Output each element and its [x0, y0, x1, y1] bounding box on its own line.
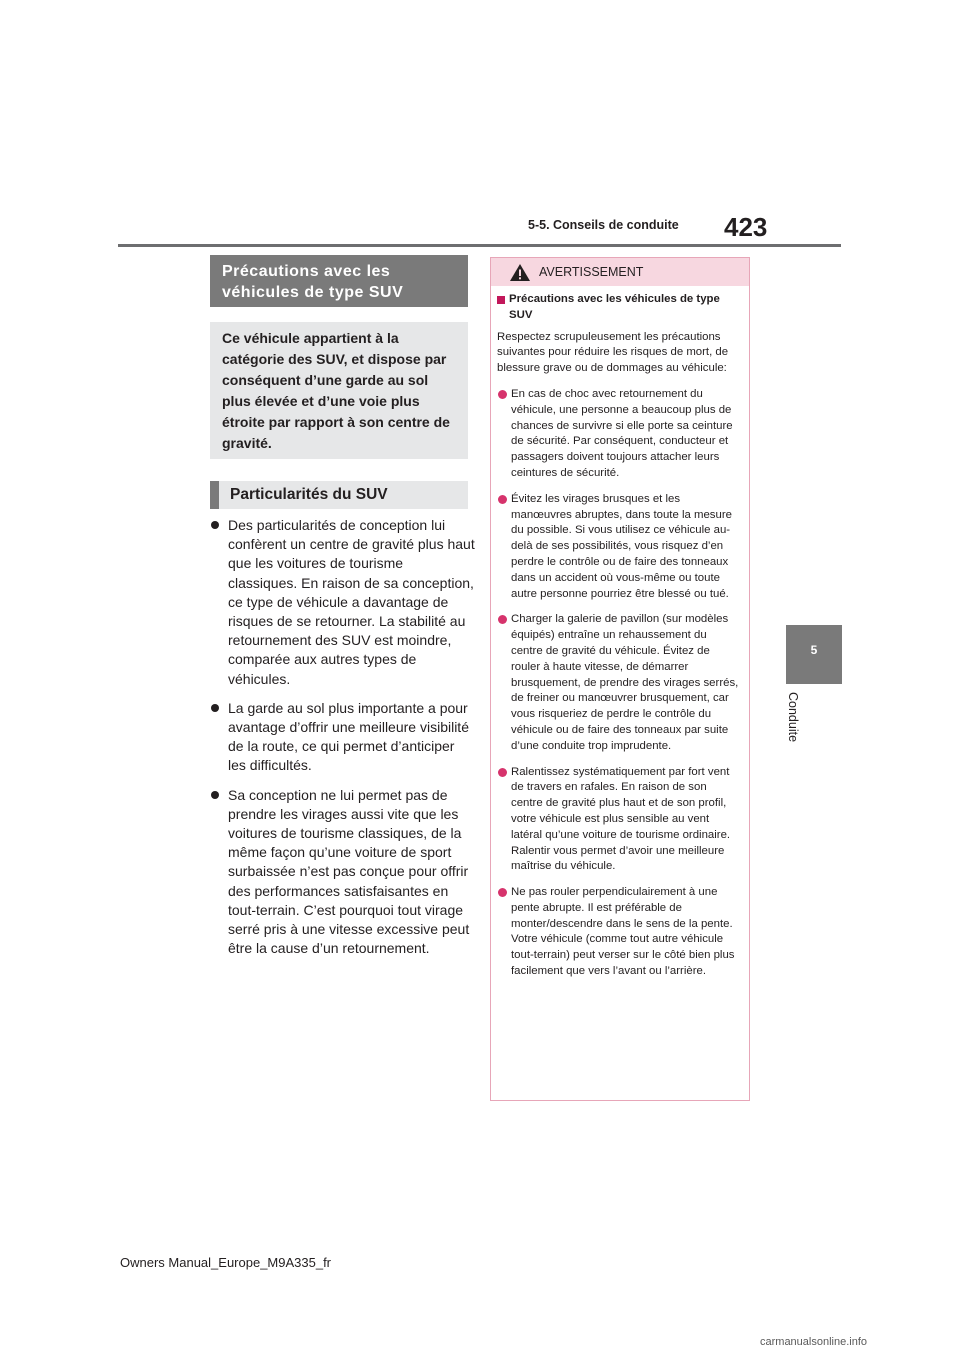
warning-subtitle-text: Précautions avec les véhicules de type SUV: [509, 293, 720, 321]
watermark: carmanualsonline.info: [760, 1336, 868, 1348]
warning-item: [497, 765, 739, 876]
warning-item-text: En cas de choc avec retournement du véhicule, une personne a beaucoup plus de chances de survivre si elle porte sa ceinture de sécurité. Par conséquent, conducteur et passagers doivent toujours attacher leurs ceintures de sécurité.: [511, 387, 733, 479]
page-number: 423: [724, 212, 768, 242]
list-item: [210, 516, 475, 689]
header-rule: [118, 244, 841, 247]
pink-bullet-icon: [498, 615, 507, 624]
bullet-icon: [211, 704, 219, 712]
bullet-icon: [211, 791, 219, 799]
intro-summary: Ce véhicule appartient à la catégorie des SUV, et dispose par conséquent d’une garde au sol plus élevée et d’une voie plus étroite par rapport à son centre de gravité.: [210, 322, 468, 459]
warning-box: [490, 257, 750, 1101]
warning-item-text: Charger la galerie de pavillon (sur modèles équipés) entraîne un rehaussement du centre de gravité du véhicule. Évitez de rouler à haute vitesse, de démarrer brusquement, de prendre des virages serrés, de freiner ou manœuvrer brusquement, car vous risqueriez de perdre le contrôle du véhicule ou de faire des tonneaux par suite d’une conduite trop imprudente.: [511, 613, 739, 752]
warning-item-text: Évitez les virages brusques et les manœuvres abruptes, dans toute la mesure du possible. Si vous utilisez ce véhicule au-delà de ses possibilités, vous risquez d’en perdre le contrôle ou de faire des tonneaux dans un accident où vous-même ou toute autre personne pourriez être blessé ou tué.: [511, 492, 732, 600]
section-title-suv-precautions: Précautions avec les véhicules de type SUV: [210, 255, 468, 307]
pink-bullet-icon: [498, 888, 507, 897]
pink-bullet-icon: [498, 390, 507, 399]
warning-header: [491, 258, 749, 286]
pink-bullet-icon: [498, 495, 507, 504]
warning-item: [497, 492, 739, 603]
suv-features-list: [210, 516, 475, 968]
chapter-tab[interactable]: [786, 625, 842, 684]
manual-identifier: Owners Manual_Europe_M9A335_fr: [120, 1255, 332, 1270]
warning-body: [497, 292, 739, 980]
section-header: 5-5. Conseils de conduite: [528, 218, 679, 232]
warning-triangle-icon: [509, 263, 531, 282]
chapter-number: 5: [810, 643, 818, 657]
list-item: [210, 699, 475, 776]
bullet-icon: [211, 521, 219, 529]
section-title-suv-features: Particularités du SUV: [210, 481, 468, 509]
pink-bullet-icon: [498, 768, 507, 777]
chapter-label: Conduite: [786, 692, 800, 743]
warning-item: [497, 885, 739, 980]
warning-item-text: Ralentissez systématiquement par fort vent de travers en rafales. En raison de son centre de gravité plus haut et de son profil, votre véhicule est plus sensible au vent latéral qu’une voiture de tourisme ordinaire. Ralentir vous permet d’avoir une meilleure maîtrise du véhicule.: [511, 765, 731, 873]
warning-subtitle: [497, 292, 739, 324]
square-bullet-icon: [497, 296, 505, 304]
list-item-text: Des particularités de conception lui confèrent un centre de gravité plus haut que les voitures de tourisme classiques. En raison de sa conception, ce type de véhicule a davantage de risques de se retourner. La stabilité au retournement des SUV est moindre, comparée aux autres types de véhicules.: [228, 517, 475, 687]
warning-intro: Respectez scrupuleusement les précautions suivantes pour réduire les risques de mort, de blessure grave ou de dommages au véhicule:: [497, 330, 729, 375]
warning-item: [497, 612, 739, 754]
warning-item: [497, 387, 739, 482]
list-item-text: La garde au sol plus importante a pour avantage d’offrir une meilleure visibilité de la route, ce qui permet d’anticiper les difficultés.: [228, 699, 469, 774]
chapter-label-container: [778, 692, 808, 762]
list-item-text: Sa conception ne lui permet pas de prendre les virages aussi vite que les voitures de tourisme classiques, de la même façon qu’une voiture de sport surbaissée n’est pas conçue pour offrir des performances satisfaisantes en tout-terrain. C’est pourquoi tout virage serré pris à une vitesse excessive peut être la cause d’un retournement.: [228, 786, 470, 957]
warning-title: AVERTISSEMENT: [539, 265, 644, 279]
list-item: [210, 786, 475, 959]
warning-item-text: Ne pas rouler perpendiculairement à une pente abrupte. Il est préférable de monter/descendre dans le sens de la pente. Votre véhicule (comme tout autre véhicule tout-terrain) peut verser sur le côté bien plus facilement que vers l’avant ou l’arrière.: [511, 886, 735, 978]
